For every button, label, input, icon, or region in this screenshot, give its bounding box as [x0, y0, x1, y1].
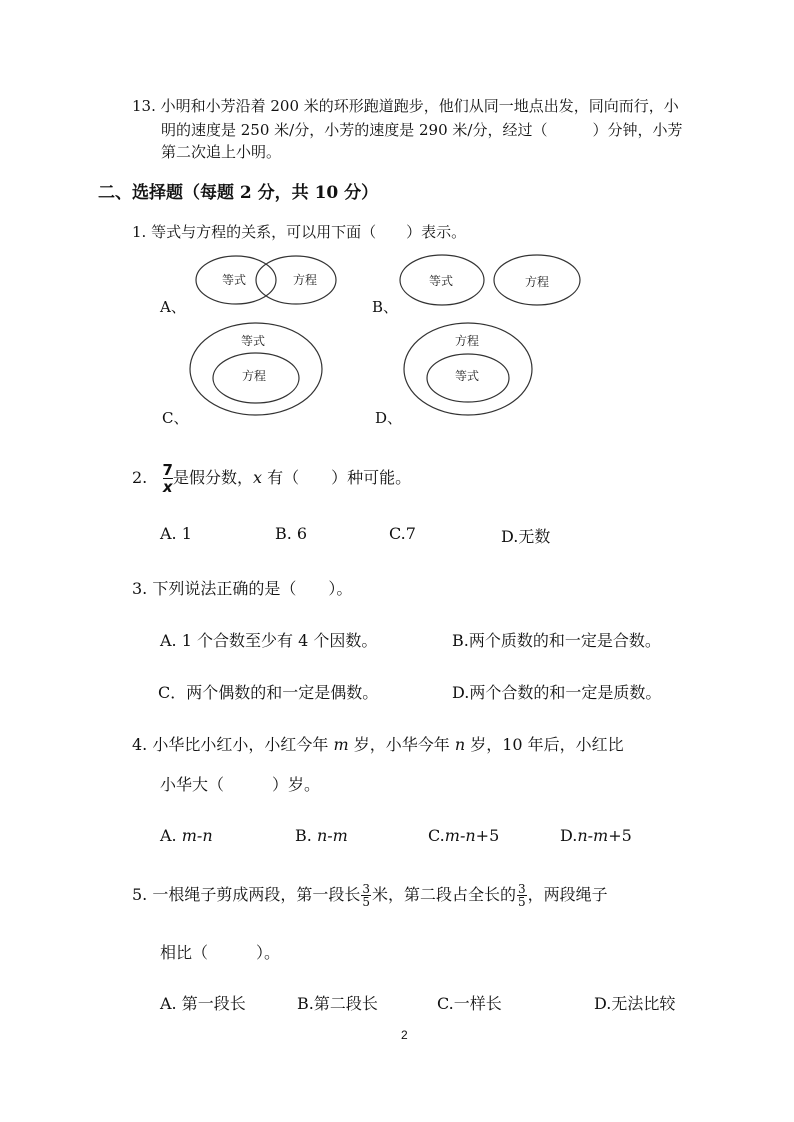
q13-line1: 13. 小明和小芳沿着 200 米的环形跑道跑步，他们从同一地点出发，同向而行，小: [132, 97, 679, 115]
q1-b-label-equation: 等式: [429, 274, 454, 288]
q4-option-c: [428, 826, 499, 845]
q1-diagram-d: [404, 323, 532, 415]
q4-option-c-prefix: C.: [428, 826, 445, 845]
q2-variable: x: [252, 468, 263, 487]
q2-fraction-numerator: 7: [162, 461, 173, 479]
q1-diagram-a: [196, 256, 336, 304]
q4-option-d: [560, 826, 632, 845]
q1-d-label-equation: 等式: [455, 369, 480, 383]
q2-option-d: D.无数: [501, 527, 551, 546]
q4-pre: 4. 小华比小红小，小红今年: [132, 735, 334, 754]
q1-option-b-label: B、: [372, 298, 399, 316]
q5-fraction-2-denominator: 5: [518, 895, 526, 909]
q5-option-a: A. 第一段长: [160, 994, 246, 1013]
q5-line2: 相比（ ）。: [160, 943, 281, 962]
q5-line1: [132, 882, 608, 908]
q2-text-b: 有（ ）种可能。: [262, 468, 412, 487]
q4-option-c-suffix: +5: [475, 826, 500, 845]
q1-option-a-label: A、: [160, 298, 186, 316]
q5-fraction-1-numerator: 3: [362, 882, 370, 896]
q4-option-b-prefix: B.: [295, 826, 317, 845]
q4-option-a-prefix: A.: [160, 826, 182, 845]
q1-diagram-b: [400, 255, 580, 305]
q5-fraction-1-denominator: 5: [362, 895, 370, 909]
q1-a-label-formula: 方程: [293, 273, 318, 287]
q3-option-b: B.两个质数的和一定是合数。: [452, 631, 661, 650]
q1-stem: 1. 等式与方程的关系，可以用下面（ ）表示。: [132, 223, 467, 241]
q2-number: 2.: [132, 468, 148, 487]
q4-var-m: m: [333, 735, 349, 754]
q4-option-d-expr: n-m: [577, 826, 609, 845]
section-title: 二、选择题（每题 2 分，共 10 分）: [98, 183, 379, 203]
q4-mid: 岁，小华今年: [348, 735, 455, 754]
q2-stem: [132, 462, 411, 495]
q1-b-label-formula: 方程: [525, 275, 550, 289]
q4-post: 岁，10 年后，小红比: [465, 735, 624, 754]
q4-option-a: [160, 826, 213, 845]
q1-d-label-formula: 方程: [455, 334, 480, 348]
q1-diagram-c: [190, 323, 322, 415]
q5-option-d: D.无法比较: [594, 994, 676, 1013]
q1-option-d-label: D、: [375, 409, 403, 427]
q2-option-b: B. 6: [275, 524, 308, 543]
q4-option-d-prefix: D.: [560, 826, 578, 845]
q5-fraction-2-numerator: 3: [518, 882, 526, 896]
q5-fraction-2: [517, 883, 527, 908]
q2-fraction-denominator: x: [162, 478, 173, 496]
q4-option-b: [295, 826, 348, 845]
q3-option-a: A. 1 个合数至少有 4 个因数。: [160, 631, 378, 650]
q1-option-c-label: C、: [162, 409, 189, 427]
q2-option-a: A. 1: [160, 524, 192, 543]
q4-var-n: n: [454, 735, 466, 754]
q1-venn-diagrams: [150, 248, 590, 433]
q5-option-b: B.第二段长: [297, 994, 378, 1013]
q4-line1: [132, 732, 624, 755]
q3-option-c: C．两个偶数的和一定是偶数。: [158, 683, 379, 702]
q4-option-b-expr: n-m: [316, 826, 348, 845]
q1-c-label-equation: 等式: [241, 334, 266, 348]
q13-line2: 明的速度是 250 米/分，小芳的速度是 290 米/分，经过（ ）分钟，小芳: [161, 121, 683, 139]
q5-mid: 米，第二段占全长的: [372, 885, 517, 904]
q5-fraction-1: [361, 883, 371, 908]
q4-option-a-expr: m-n: [181, 826, 213, 845]
q2-option-c: C.7: [389, 524, 416, 543]
page-number: 2: [401, 1028, 408, 1042]
q5-pre: 5. 一根绳子剪成两段，第一段长: [132, 885, 361, 904]
q2-text-a: 是假分数，: [172, 468, 253, 487]
q1-a-label-equation: 等式: [222, 273, 247, 287]
q2-fraction: [163, 462, 173, 495]
q13-line3: 第二次追上小明。: [161, 143, 282, 161]
q4-option-d-suffix: +5: [608, 826, 632, 845]
q5-option-c: C.一样长: [437, 994, 502, 1013]
q3-stem: 3. 下列说法正确的是（ ）。: [132, 579, 353, 598]
q5-post: ，两段绳子: [527, 885, 608, 904]
q4-line2: 小华大（ ）岁。: [160, 775, 321, 794]
q4-option-c-expr: m-n: [444, 826, 476, 845]
q1-c-label-formula: 方程: [242, 369, 267, 383]
q3-option-d: D.两个合数的和一定是质数。: [452, 683, 662, 702]
